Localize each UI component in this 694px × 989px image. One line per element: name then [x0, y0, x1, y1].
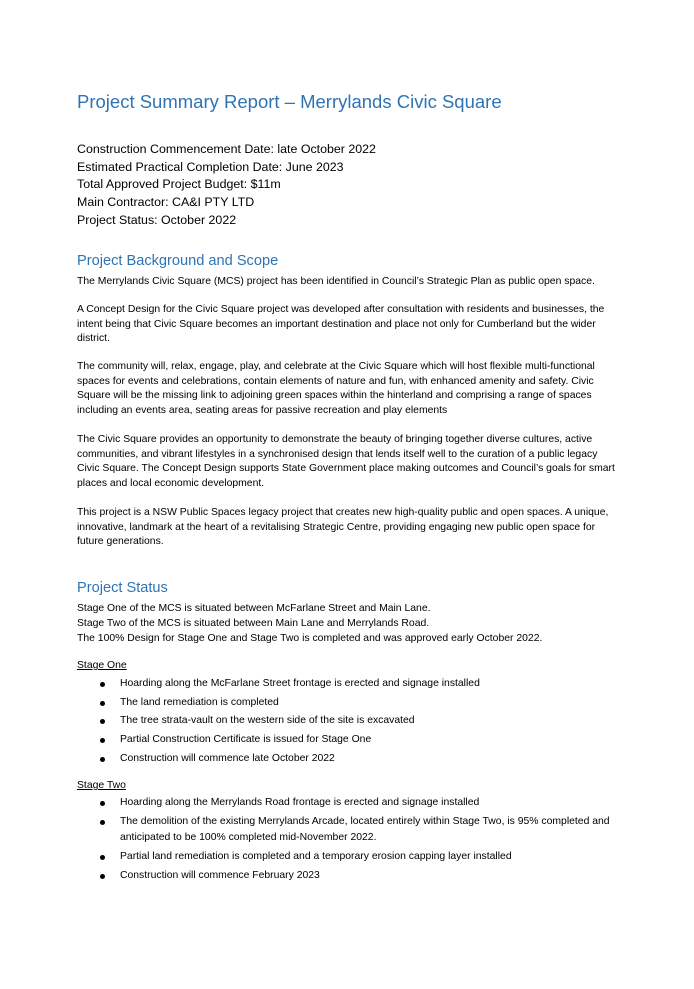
list-item — [77, 849, 622, 866]
stage-two-list — [77, 795, 622, 886]
bullet-icon — [100, 855, 105, 860]
list-item — [77, 713, 622, 730]
list-item — [77, 695, 622, 712]
background-heading: Project Background and Scope — [77, 253, 279, 269]
list-item-text: Construction will commence late October 2022 — [120, 752, 335, 764]
list-item — [77, 676, 622, 693]
background-paragraph-2: A Concept Design for the Civic Square project was developed after consultation with residents and businesses, the intent being that Civic Square becomes an important destination and place not only for Cumberland but the wider district. — [77, 304, 605, 345]
list-item-text: Partial Construction Certificate is issued for Stage One — [120, 734, 372, 746]
bullet-icon — [100, 738, 105, 743]
bullet-icon — [100, 682, 105, 687]
stage-one-list — [77, 676, 622, 769]
list-item — [77, 751, 622, 768]
list-item-text: Hoarding along the McFarlane Street frontage is erected and signage installed — [120, 678, 480, 689]
status-line-1: Stage One of the MCS is situated between McFarlane Street and Main Lane. — [77, 603, 431, 614]
background-paragraph-3: The community will, relax, engage, play, and celebrate at the Civic Square which will host flexible multi-functional spaces for events and celebrations, contain elements of nature and fun, with enhanced amenity and safety. Civic Square will be the missing link to adjoining green spaces within the hinterland and comprising a range of spaces including an events area, seating areas for passive recreation and play elements — [77, 361, 595, 417]
status-line-3: The 100% Design for Stage One and Stage Two is completed and was approved early October 2022. — [77, 633, 543, 644]
list-item — [77, 795, 622, 812]
list-item — [77, 814, 622, 847]
meta-budget: Total Approved Project Budget: $11m — [77, 177, 281, 192]
bullet-icon — [100, 757, 105, 762]
meta-commencement-date: Construction Commencement Date: late October 2022 — [77, 142, 376, 156]
background-paragraph-5: This project is a NSW Public Spaces legacy project that creates new high-quality public and open spaces. A unique, innovative, landmark at the heart of a revitalising Strategic Centre, providing engaging new public open space for future generations. — [77, 507, 609, 548]
meta-status: Project Status: October 2022 — [77, 212, 237, 227]
list-item-text: Partial land remediation is completed and a temporary erosion capping layer installed — [120, 850, 512, 862]
stage-two-heading: Stage Two — [77, 780, 126, 791]
bullet-icon — [100, 701, 105, 706]
bullet-icon — [100, 820, 105, 825]
list-item-text: Construction will commence February 2023 — [120, 869, 320, 881]
list-item-text: Hoarding along the Merrylands Road frontage is erected and signage installed — [120, 797, 480, 808]
bullet-icon — [100, 719, 105, 724]
page-title: Project Summary Report – Merrylands Civic Square — [77, 91, 502, 112]
list-item-text: The land remediation is completed — [120, 696, 279, 708]
meta-completion-date: Estimated Practical Completion Date: June 2023 — [77, 159, 344, 174]
status-line-2: Stage Two of the MCS is situated between Main Lane and Merrylands Road. — [77, 618, 430, 629]
background-paragraph-4: The Civic Square provides an opportunity to demonstrate the beauty of bringing together diverse cultures, active communities, and vibrant lifestyles in a synchronised design that lends itself well to the curation of a public legacy Civic Square. The Concept Design supports State Government place making outcomes and Council’s goals for smart places and local economic development. — [77, 434, 615, 490]
status-heading: Project Status — [77, 580, 168, 596]
meta-contractor: Main Contractor: CA&I PTY LTD — [77, 195, 255, 210]
project-meta — [77, 141, 376, 229]
bullet-icon — [100, 874, 105, 879]
list-item-text: The demolition of the existing Merrylands Arcade, located entirely within Stage Two, is 95% completed and anticipated to be 100% completed mid-November 2022. — [120, 815, 610, 844]
list-item — [77, 868, 622, 885]
bullet-icon — [100, 801, 105, 806]
stage-one-heading: Stage One — [77, 660, 127, 671]
list-item — [77, 732, 622, 749]
list-item-text: The tree strata-vault on the western side of the site is excavated — [120, 715, 415, 727]
background-paragraph-1: The Merrylands Civic Square (MCS) project has been identified in Council’s Strategic Plan as public open space. — [77, 276, 595, 287]
